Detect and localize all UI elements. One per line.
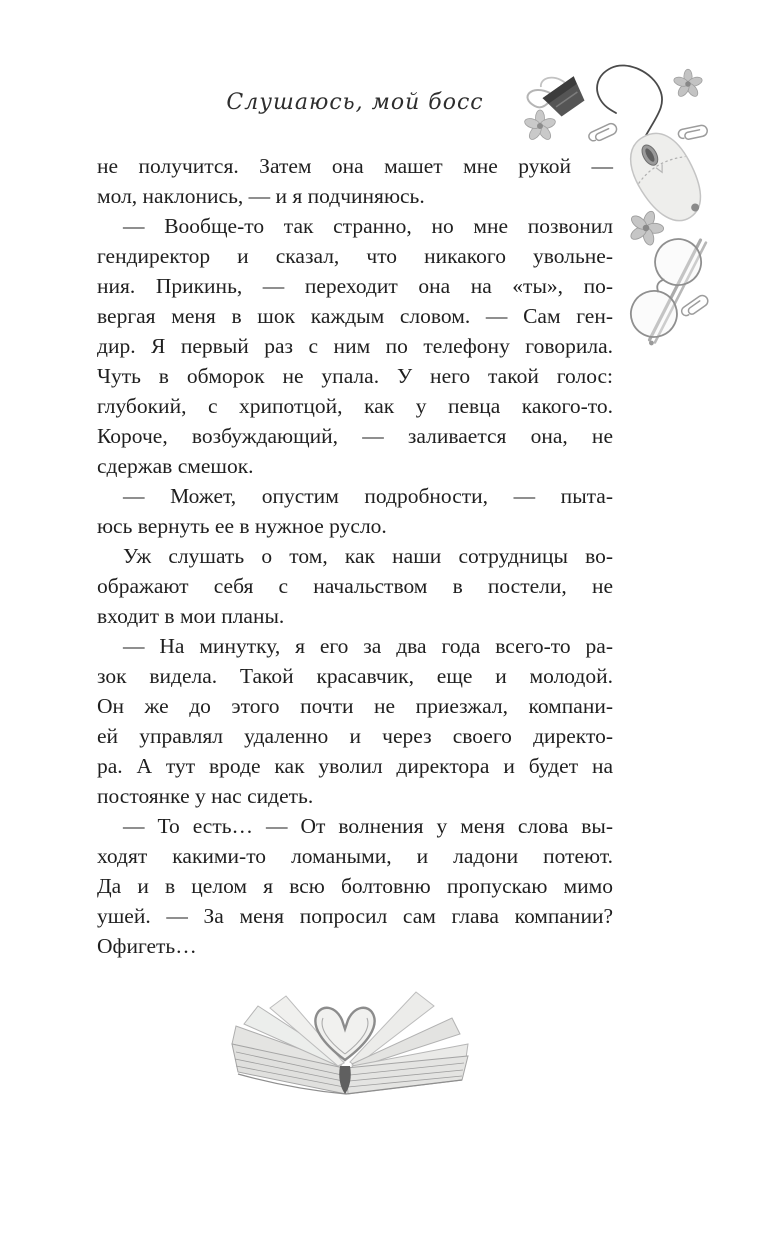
text-line: юсь вернуть ее в нужное русло.	[97, 514, 387, 538]
text-line: ходят какими-то ломаными, и ладони потеют.	[97, 844, 613, 868]
computer-mouse-icon	[619, 123, 714, 232]
text-line: ей управлял удаленно и через своего директо-	[97, 724, 613, 748]
text-line: дир. Я первый раз с ним по телефону говорила.	[97, 334, 613, 358]
text-line: постоянке у нас сидеть.	[97, 784, 314, 808]
running-title: Слушаюсь, мой босс	[226, 90, 484, 115]
paper-clip-icon	[680, 293, 710, 319]
text-line: сдержав смешок.	[97, 454, 254, 478]
text-line: Да и в целом я всю болтовню пропускаю мимо	[97, 874, 613, 898]
flower-icon	[673, 69, 704, 98]
mouse-cable-icon	[597, 65, 662, 139]
eyeglasses-icon	[620, 226, 711, 351]
text-line: — Вообще-то так странно, но мне позвонил	[123, 214, 613, 238]
text-line: не получится. Затем она машет мне рукой —	[97, 154, 613, 178]
text-line: ния. Прикинь, — переходит она на «ты», по-	[97, 274, 613, 298]
text-line: зок видела. Такой красавчик, еще и молодой.	[97, 664, 613, 688]
text-line: входит в мои планы.	[97, 604, 285, 628]
binder-clip-icon	[524, 65, 589, 127]
text-line: Короче, возбуждающий, — заливается она, не	[97, 424, 613, 448]
text-line: ра. А тут вроде как уволил директора и будет на	[97, 754, 613, 778]
text-line: глубокий, с хрипотцой, как у певца какого-то.	[97, 394, 613, 418]
text-line: — На минутку, я его за два года всего-то ра-	[123, 634, 613, 658]
text-line: вергая меня в шок каждым словом. — Сам ген-	[97, 304, 613, 328]
text-line: ушей. — За меня попросил сам глава компании?	[97, 904, 613, 928]
text-line: — Может, опустим подробности, — пыта-	[123, 484, 613, 508]
text-line: Уж слушать о том, как наши сотрудницы во-	[123, 544, 613, 568]
flower-icon	[523, 110, 556, 142]
text-line: Офигеть…	[97, 934, 197, 958]
paper-clip-icon	[587, 122, 618, 144]
open-book-heart-illustration	[228, 984, 474, 1102]
paper-clip-icon	[678, 124, 709, 141]
text-line: Он же до этого почти не приезжал, компани-	[97, 694, 613, 718]
text-line: ображают себя с начальством в постели, не	[97, 574, 613, 598]
text-line: гендиректор и сказал, что никакого увольне-	[97, 244, 613, 268]
text-line: мол, наклонись, — и я подчиняюсь.	[97, 184, 425, 208]
book-text	[97, 151, 613, 961]
text-line: — То есть… — От волнения у меня слова вы-	[123, 814, 613, 838]
text-line: Чуть в обморок не упала. У него такой голос:	[97, 364, 613, 388]
